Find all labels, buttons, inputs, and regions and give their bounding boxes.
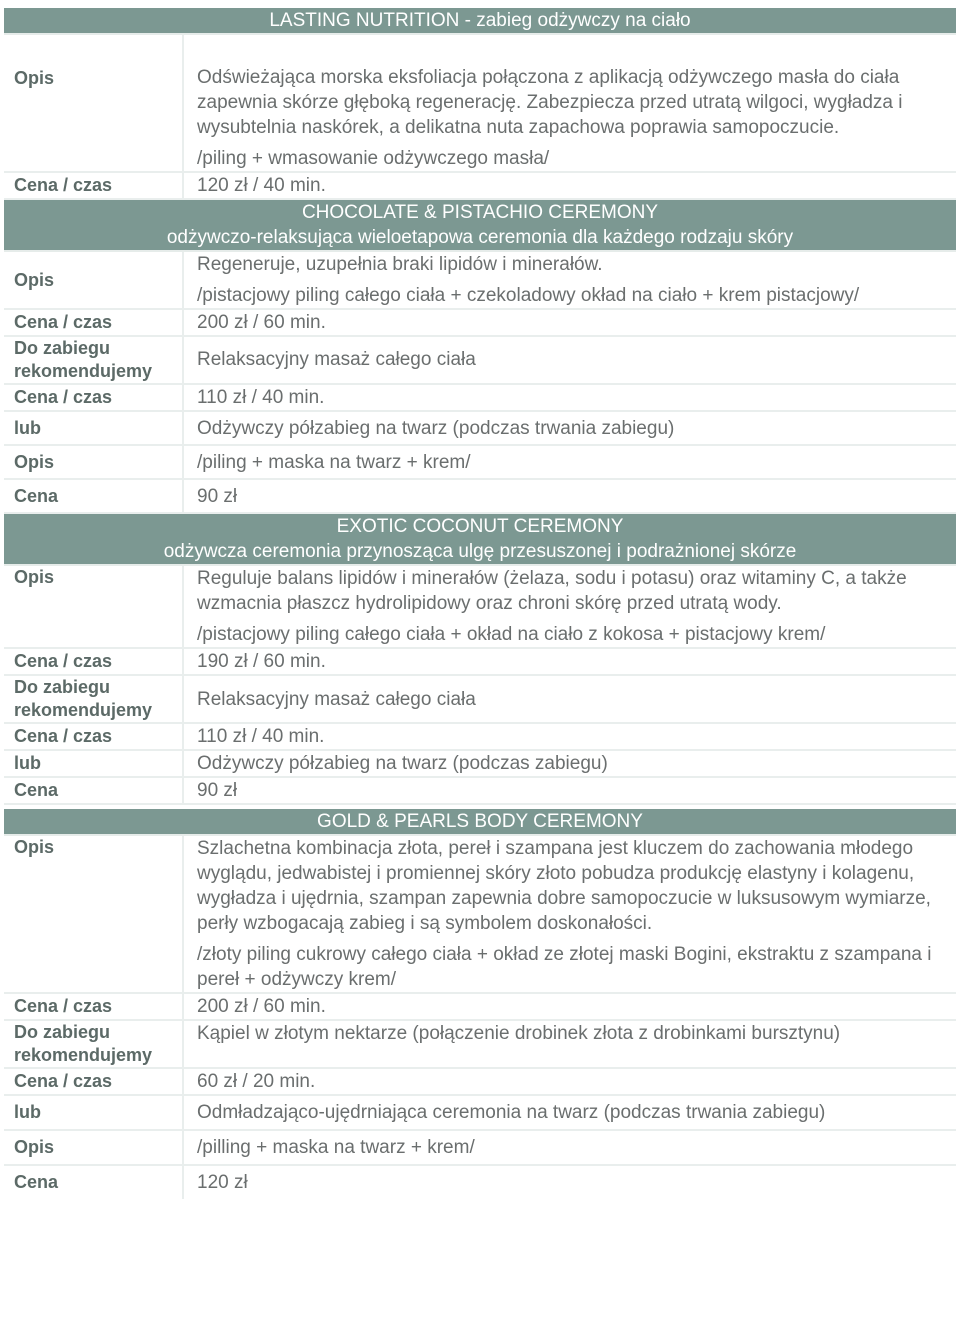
table-row [4,1021,956,1069]
row-value: Odżywczy półzabieg na twarz (podczas trwania zabiegu) [197,417,675,439]
section-subtitle: odżywcza ceremonia przynosząca ulgę przesuszonej i podrażnionej skórze [163,541,797,562]
row-value: 60 zł / 20 min. [197,1071,316,1092]
table-row [4,1131,956,1166]
section-header [4,200,956,252]
table-row [4,649,956,676]
price-table [4,8,956,1199]
table-row [4,751,956,778]
row-label: Opis [4,1131,184,1164]
table-row [4,252,956,310]
row-label: Opis [4,836,184,992]
row-label: Cena [4,778,184,803]
row-label: Opis [4,566,184,647]
table-row [4,566,956,649]
row-value [184,836,956,992]
section-header [4,8,956,35]
row-label: Cena / czas [4,724,184,749]
row-label: Cena [4,480,184,512]
row-label: Do zabiegu rekomendujemy [4,676,184,722]
table-row [4,310,956,337]
table-row [4,446,956,480]
procedure-text: /złoty piling cukrowy całego ciała + okład ze złotej maski Bogini, ekstraktu z szampana i pereł + odżywczy krem/ [197,944,932,990]
row-value: Relaksacyjny masaż całego ciała [197,349,476,370]
row-value: 200 zł / 60 min. [197,996,326,1017]
row-label: Cena / czas [4,310,184,335]
section-header [4,809,956,836]
row-value: 200 zł / 60 min. [197,312,326,333]
row-value [184,566,956,647]
section-title: EXOTIC COCONUT CEREMONY [336,516,624,537]
table-row [4,35,956,173]
table-row [4,1096,956,1131]
row-value: 110 zł / 40 min. [197,726,325,747]
row-value: Relaksacyjny masaż całego ciała [197,688,476,710]
description-text: Reguluje balans lipidów i minerałów (żelaza, sodu i potasu) oraz witaminy C, a także wzmacnia płaszcz hydrolipidowy oraz chroni skórę przed utratą wody. [197,568,907,614]
procedure-text: /pistacjowy piling całego ciała + okład na ciało z kokosa + pistacjowy krem/ [197,624,826,645]
table-row [4,480,956,514]
row-label: Do zabiegu rekomendujemy [4,337,184,383]
row-label: Cena / czas [4,385,184,410]
row-value: Kąpiel w złotym nektarze (połączenie drobinek złota z drobinkami bursztynu) [197,1023,841,1044]
row-value: Odmładzająco-ujędrniająca ceremonia na twarz (podczas trwania zabiegu) [197,1102,826,1123]
row-value: 190 zł / 60 min. [197,651,326,672]
procedure-text: /pistacjowy piling całego ciała + czekoladowy okład na ciało + krem pistacjowy/ [197,285,860,306]
row-value: 90 zł [197,780,238,801]
table-row [4,1166,956,1199]
table-row [4,778,956,805]
row-value: Odżywczy półzabieg na twarz (podczas zabiegu) [197,753,608,774]
table-row [4,337,956,385]
row-label: Cena / czas [4,649,184,674]
row-label: Opis [4,35,184,171]
section-title: LASTING NUTRITION - zabieg odżywczy na ciało [269,10,691,31]
row-value [184,252,956,308]
description-text: Odświeżająca morska eksfoliacja połączona z aplikacją odżywczego masła do ciała zapewnia skórze głęboką regenerację. Zabezpiecza przed utratą wilgoci, wygładza i wysubtelnia naskórek, a delikatna nuta zapachowa poprawia samopoczucie. [197,67,903,138]
row-value: /piling + maska na twarz + krem/ [197,451,471,473]
table-row [4,1069,956,1096]
row-label: Cena / czas [4,1069,184,1094]
row-value: /pilling + maska na twarz + krem/ [197,1137,475,1158]
table-row [4,994,956,1021]
section-title: GOLD & PEARLS BODY CEREMONY [317,811,643,832]
row-value: 120 zł [197,1172,248,1193]
row-value [184,35,956,171]
procedure-text: /piling + wmasowanie odżywczego masła/ [197,148,550,169]
row-label: Cena [4,1166,184,1199]
table-row [4,412,956,446]
row-value: 110 zł / 40 min. [197,387,325,408]
section-subtitle: odżywczo-relaksująca wieloetapowa ceremonia dla każdego rodzaju skóry [166,227,794,248]
row-label: Opis [4,252,184,308]
description-text: Regeneruje, uzupełnia braki lipidów i minerałów. [197,254,603,275]
row-value: 90 zł [197,485,238,507]
row-label: lub [4,751,184,776]
row-label: Opis [4,446,184,478]
row-label: Cena / czas [4,994,184,1019]
table-row [4,676,956,724]
section-header [4,514,956,566]
table-row [4,724,956,751]
table-row [4,385,956,412]
table-row [4,173,956,200]
row-label: Do zabiegu rekomendujemy [4,1021,184,1067]
row-label: lub [4,412,184,444]
section-title: CHOCOLATE & PISTACHIO CEREMONY [301,202,659,223]
description-text: Szlachetna kombinacja złota, pereł i szampana jest kluczem do zachowania młodego wyglądu, jedwabistej i promiennej skóry złoto pobudza produkcję elastyny i kolagenu, wygładza i ujędrnia, szampan zapewnia dobre samopoczucie w luksusowym wymiarze, perły wzbogacają zabieg i są symbolem doskonałości. [197,838,931,934]
table-row [4,836,956,994]
row-label: lub [4,1096,184,1129]
row-value: 120 zł / 40 min. [197,175,326,196]
row-label: Cena / czas [4,173,184,198]
